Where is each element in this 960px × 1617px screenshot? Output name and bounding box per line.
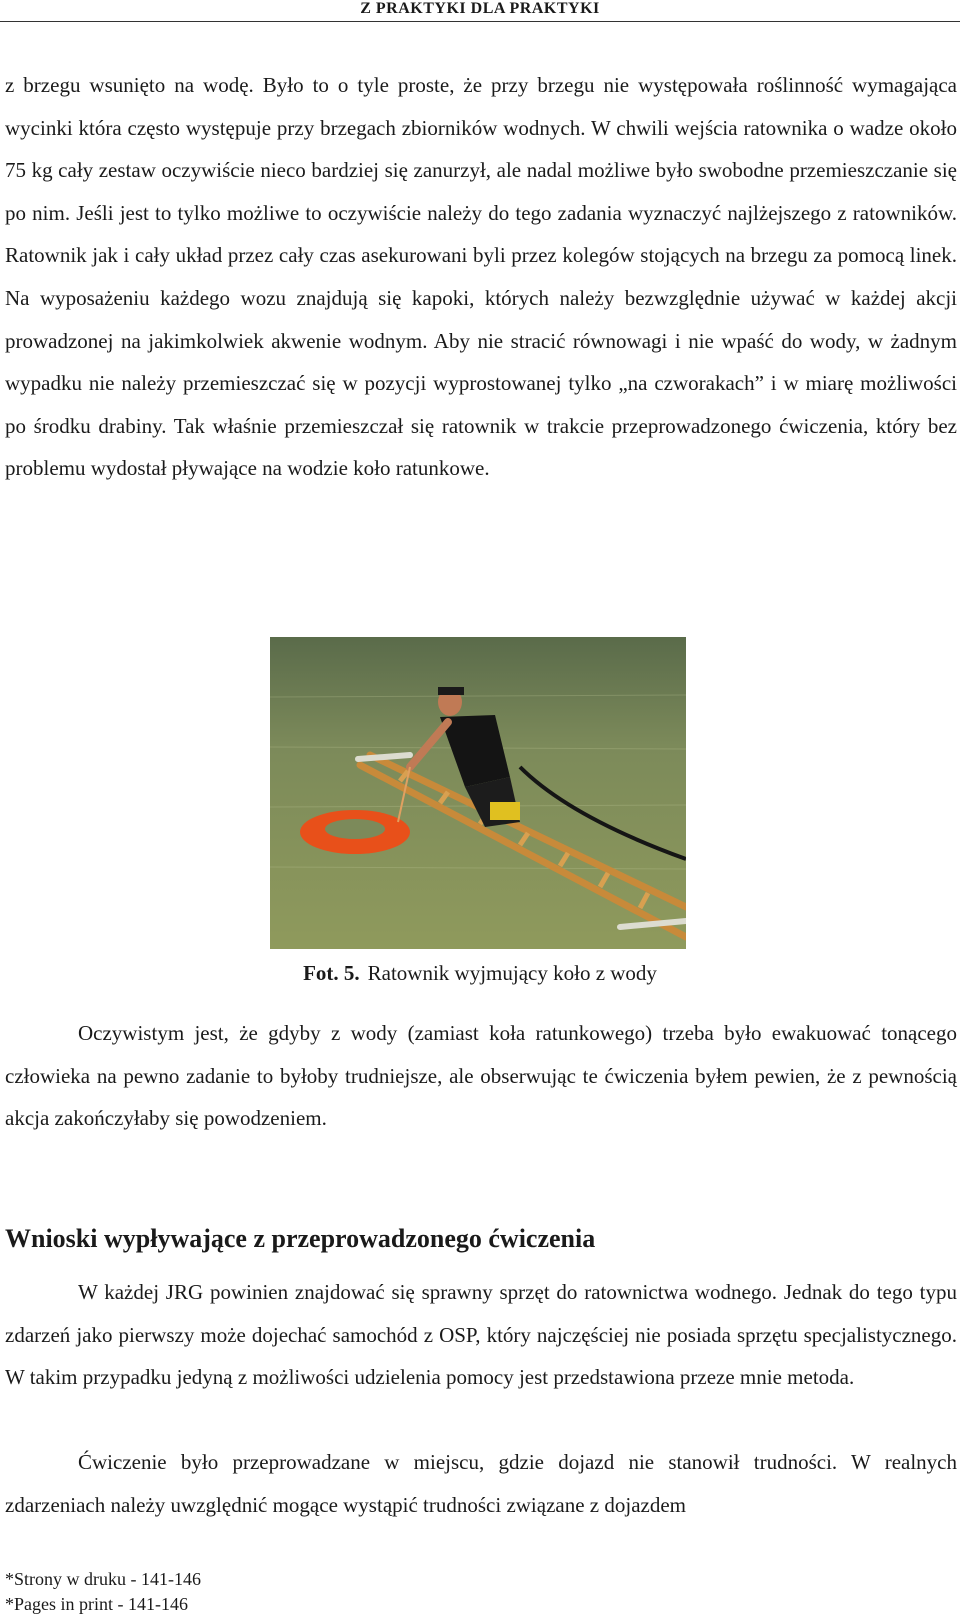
running-header <box>0 0 960 22</box>
paragraph-3: W każdej JRG powinien znajdować się sprawny sprzęt do ratownictwa wodnego. Jednak do tego typu zdarzeń jako pierwszy może dojechać samochód z OSP, który najczęściej nie posiada sprzętu specjalistycznego. W takim przypadku jedyną z możliwości udzielenia pomocy jest przedstawiona przeze mnie metoda. <box>5 1280 957 1390</box>
header-rule <box>0 21 960 22</box>
paragraph-2: Oczywistym jest, że gdyby z wody (zamiast koła ratunkowego) trzeba było ewakuować tonącego człowieka na pewno zadanie to byłoby trudniejsze, ale obserwując te ćwiczenia byłem pewien, że z pewnością akcja zakończyłaby się powodzeniem. <box>5 1021 957 1131</box>
caption-label: Fot. 5. <box>303 961 360 985</box>
footnote-en: *Pages in print - 141-146 <box>5 1594 188 1614</box>
caption-text: Ratownik wyjmujący koło z wody <box>367 961 657 985</box>
paragraph-1: z brzegu wsunięto na wodę. Było to o tyle proste, że przy brzegu nie występowała roślinność wymagająca wycinki która często występuje przy brzegach zbiorników wodnych. W chwili wejścia ratownika o wadze około 75 kg cały zestaw oczywiście nieco bardziej się zanurzył, ale nadal możliwe było swobodne przemieszczanie się po nim. Jeśli jest to tylko możliwe to oczywiście należy do tego zadania wyznaczyć najlżejszego z ratowników. Ratownik jak i cały układ przez cały czas asekurowani byli przez kolegów stojących na brzegu za pomocą linek. Na wyposażeniu każdego wozu znajdują się kapoki, których należy bezwzględnie używać w każdej akcji prowadzonej na jakimkolwiek akwenie wodnym. Aby nie stracić równowagi i nie wpaść do wody, w żadnym wypadku nie należy przemieszczać się w pozycji wyprostowanej tylko „na czworakach” i w miarę możliwości po środku drabiny. Tak właśnie przemieszczał się ratownik w trakcie przeprowadzonego ćwiczenia, który bez problemu wydostał pływające na wodzie koło ratunkowe. <box>5 73 957 481</box>
footnote-pl: *Strony w druku - 141-146 <box>5 1569 201 1589</box>
photo-rescuer-on-ladder <box>270 637 686 949</box>
header-title: Z PRAKTYKI DLA PRAKTYKI <box>360 0 600 17</box>
paragraph-4: Ćwiczenie było przeprowadzane w miejscu, gdzie dojazd nie stanowił trudności. W realnych zdarzeniach należy uwzględnić mogące wystąpić trudności związane z dojazdem <box>5 1450 957 1517</box>
figure-caption <box>0 958 960 988</box>
section-heading: Wnioski wypływające z przeprowadzonego ćwiczenia <box>5 1224 596 1253</box>
